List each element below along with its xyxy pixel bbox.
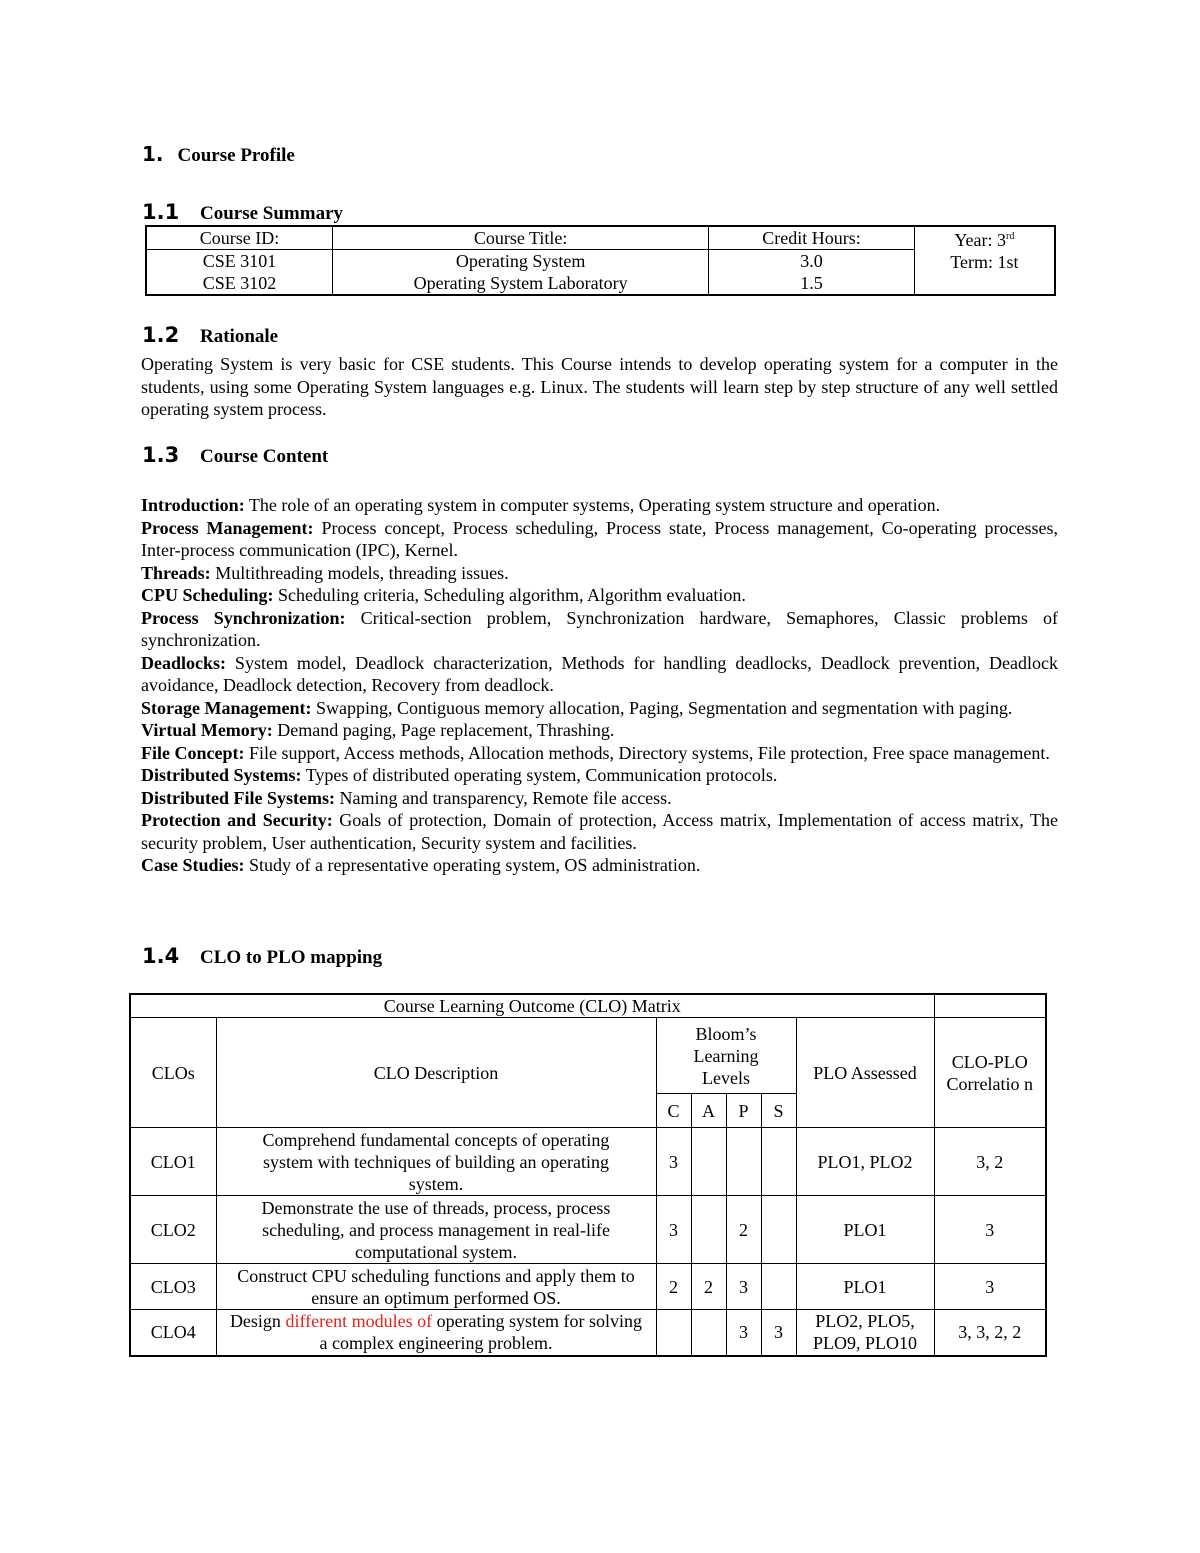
section-number: 1.	[142, 142, 164, 166]
bloom-p-value: 2	[726, 1196, 761, 1264]
section-title: Course Profile	[177, 145, 295, 166]
content-item	[141, 742, 1058, 765]
description-text: operating system for solving a complex engineering problem.	[319, 1311, 643, 1354]
course-summary-table	[145, 225, 1056, 296]
content-topic: File Concept:	[141, 742, 245, 763]
header-clo-plo-correlation: CLO-PLO Correlatio n	[934, 1018, 1046, 1128]
content-text: Naming and transparency, Remote file access.	[334, 787, 672, 808]
content-topic: Process Synchronization:	[141, 607, 346, 628]
bloom-c-value: 3	[656, 1196, 691, 1264]
clo-id: CLO2	[130, 1196, 216, 1264]
bloom-a-value	[691, 1196, 726, 1264]
highlighted-text: different modules of	[285, 1311, 433, 1332]
plo-assessed: PLO1, PLO2	[796, 1128, 934, 1196]
bloom-c-value: 3	[656, 1128, 691, 1196]
content-item	[141, 607, 1058, 652]
clo-id: CLO1	[130, 1128, 216, 1196]
bloom-c-value	[656, 1310, 691, 1356]
header-course-id: Course ID:	[146, 226, 333, 250]
content-item	[141, 719, 1058, 742]
bloom-c: C	[656, 1094, 691, 1128]
heading-title: Course Content	[200, 446, 329, 467]
table-row	[130, 1196, 1046, 1264]
description-text: Design	[229, 1311, 286, 1332]
bloom-c-value: 2	[656, 1264, 691, 1310]
heading-number: 1.3	[142, 443, 180, 467]
content-topic: Virtual Memory:	[141, 720, 273, 740]
clo-description: Demonstrate the use of threads, process, process scheduling, and process management in real-life computational system.	[216, 1196, 656, 1264]
course-id: CSE 3102	[202, 273, 277, 293]
content-text: System model, Deadlock characterization, Methods for handling deadlocks, Deadlock prevention, Deadlock avoidance, Deadlock detection, Recovery from deadlock.	[141, 652, 1058, 695]
empty-cell	[934, 994, 1046, 1018]
content-topic: Distributed Systems:	[141, 765, 302, 785]
content-item	[141, 517, 1058, 562]
header-clo-description: CLO Description	[216, 1018, 656, 1128]
year-text: Year: 3	[954, 230, 1007, 250]
header-blooms-levels: Bloom’s Learning Levels	[656, 1018, 796, 1094]
term-label: Term: 1st	[950, 252, 1019, 272]
matrix-title: Course Learning Outcome (CLO) Matrix	[130, 994, 934, 1018]
plo-assessed: PLO1	[796, 1196, 934, 1264]
content-text: Multithreading models, threading issues.	[210, 562, 509, 583]
clo-matrix-table	[129, 993, 1047, 1357]
content-text: Study of a representative operating system, OS administration.	[244, 855, 701, 875]
bloom-a-value	[691, 1128, 726, 1196]
heading-number: 1.2	[142, 323, 180, 347]
bloom-s-value	[761, 1196, 796, 1264]
section-heading-course-profile	[142, 142, 295, 167]
content-text: Swapping, Contiguous memory allocation, Paging, Segmentation and segmentation with paging.	[311, 697, 1013, 718]
heading-title: CLO to PLO mapping	[200, 947, 383, 968]
course-content-list	[141, 494, 1058, 877]
content-topic: Case Studies:	[141, 855, 245, 875]
content-text: Critical-section problem, Synchronization hardware, Semaphores, Classic problems of synchronization.	[141, 607, 1058, 650]
header-course-title: Course Title:	[333, 226, 709, 250]
content-topic: Distributed File Systems:	[141, 787, 335, 808]
rationale-paragraph: Operating System is very basic for CSE students. This Course intends to develop operating system for a computer in the students, using some Operating System languages e.g. Linux. The students will learn step by step structure of any well settled operating system process.	[141, 354, 1058, 419]
content-text: Goals of protection, Domain of protection, Access matrix, Implementation of access matrix, The security problem, User authentication, Security system and facilities.	[141, 810, 1059, 853]
clo-plo-correlation: 3	[934, 1264, 1046, 1310]
bloom-p-value: 3	[726, 1310, 761, 1356]
content-text: The role of an operating system in computer systems, Operating system structure and operation.	[244, 495, 941, 515]
content-text: Demand paging, Page replacement, Thrashing.	[272, 720, 615, 740]
bloom-a-value: 2	[691, 1264, 726, 1310]
table-row	[130, 1128, 1046, 1196]
plo-assessed: PLO1	[796, 1264, 934, 1310]
bloom-a-value	[691, 1310, 726, 1356]
content-item	[141, 494, 1058, 517]
content-text: Scheduling criteria, Scheduling algorithm, Algorithm evaluation.	[273, 585, 746, 605]
clo-plo-correlation: 3, 2	[934, 1128, 1046, 1196]
clo-description	[216, 1310, 656, 1356]
header-credit-hours: Credit Hours:	[709, 226, 915, 250]
header-clos: CLOs	[130, 1018, 216, 1128]
bloom-s: S	[761, 1094, 796, 1128]
content-item	[141, 697, 1058, 720]
heading-number: 1.1	[142, 200, 180, 224]
clo-plo-correlation: 3, 3, 2, 2	[934, 1310, 1046, 1356]
year-term-cell	[914, 226, 1055, 295]
credit-hours: 3.0	[709, 250, 915, 273]
clo-description: Construct CPU scheduling functions and apply them to ensure an optimum performed OS.	[216, 1264, 656, 1310]
content-item	[141, 787, 1058, 810]
content-item	[141, 764, 1058, 787]
heading-course-summary	[142, 200, 343, 225]
course-title: Operating System	[333, 250, 709, 273]
content-topic: Threads:	[141, 562, 211, 583]
content-item	[141, 584, 1058, 607]
table-header-row	[146, 226, 1055, 250]
bloom-p-value: 3	[726, 1264, 761, 1310]
content-item	[141, 809, 1058, 854]
heading-clo-plo-mapping	[142, 944, 382, 969]
bloom-p: P	[726, 1094, 761, 1128]
content-text: File support, Access methods, Allocation methods, Directory systems, File protection, Free space management.	[244, 742, 1050, 763]
table-row	[130, 1264, 1046, 1310]
content-topic: Deadlocks:	[141, 652, 226, 673]
heading-number: 1.4	[142, 944, 180, 968]
content-item	[141, 652, 1058, 697]
heading-rationale	[142, 323, 278, 348]
credit-hours: 1.5	[709, 272, 915, 295]
heading-title: Course Summary	[200, 203, 344, 224]
header-plo-assessed: PLO Assessed	[796, 1018, 934, 1128]
year-superscript: rd	[1006, 231, 1015, 242]
bloom-a: A	[691, 1094, 726, 1128]
content-text: Types of distributed operating system, Communication protocols.	[301, 765, 778, 785]
content-topic: Introduction:	[141, 495, 245, 515]
bloom-s-value: 3	[761, 1310, 796, 1356]
heading-course-content	[142, 443, 328, 468]
bloom-p-value	[726, 1128, 761, 1196]
matrix-title-row	[130, 994, 1046, 1018]
bloom-s-value	[761, 1128, 796, 1196]
content-item	[141, 854, 1058, 877]
matrix-header-row	[130, 1018, 1046, 1094]
course-id: CSE 3101	[202, 251, 277, 271]
content-topic: Storage Management:	[141, 697, 312, 718]
course-title: Operating System Laboratory	[333, 272, 709, 295]
bloom-s-value	[761, 1264, 796, 1310]
table-row	[130, 1310, 1046, 1356]
clo-id: CLO3	[130, 1264, 216, 1310]
content-text: Process concept, Process scheduling, Process state, Process management, Co-operating processes, Inter-process communication (IPC), Kernel.	[141, 517, 1059, 560]
plo-assessed: PLO2, PLO5, PLO9, PLO10	[796, 1310, 934, 1356]
content-item	[141, 562, 1058, 585]
content-topic: Protection and Security:	[141, 810, 333, 830]
clo-description: Comprehend fundamental concepts of operating system with techniques of building an operating system.	[216, 1128, 656, 1196]
content-topic: Process Management:	[141, 517, 314, 538]
clo-plo-correlation: 3	[934, 1196, 1046, 1264]
heading-title: Rationale	[200, 326, 279, 347]
clo-id: CLO4	[130, 1310, 216, 1356]
year-label	[915, 229, 1054, 251]
content-topic: CPU Scheduling:	[141, 585, 274, 605]
